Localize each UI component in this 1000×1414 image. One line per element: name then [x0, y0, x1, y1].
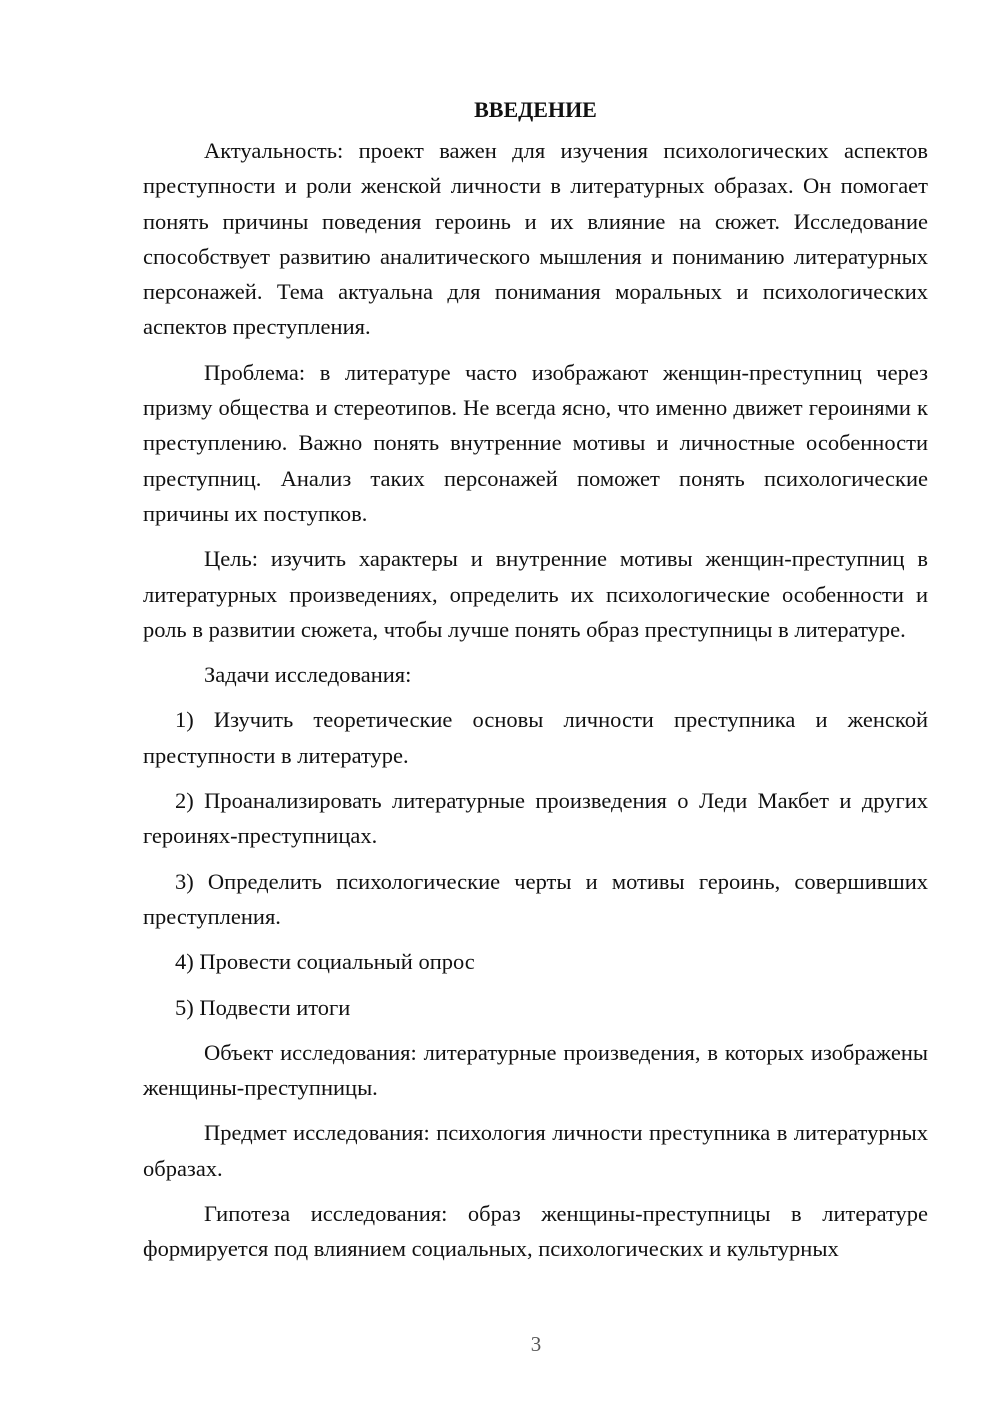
- task-item: 5) Подвести итоги: [175, 994, 351, 1020]
- task-item: 4) Провести социальный опрос: [175, 949, 475, 975]
- task-item: 1) Изучить теоретические основы личности преступника и женской преступности в литературе.: [143, 707, 928, 768]
- subject-paragraph: Предмет исследования: психология личности преступника в литературных образах.: [143, 1120, 928, 1181]
- task-item: 3) Определить психологические черты и мотивы героинь, совершивших преступления.: [143, 868, 928, 929]
- object-paragraph: Объект исследования: литературные произведения, в которых изображены женщины-преступницы.: [143, 1039, 928, 1101]
- page-content: [143, 92, 928, 1277]
- task-item: 2) Проанализировать литературные произведения о Леди Макбет и других героинях-преступницах.: [143, 788, 928, 849]
- goal-paragraph: Цель: изучить характеры и внутренние мотивы женщин-преступниц в литературных произведениях, определить их психологические особенности и роль в развитии сюжета, чтобы лучше понять образ преступницы в литературе.: [143, 546, 928, 642]
- page-number: 3: [530, 1332, 542, 1356]
- tasks-heading: Задачи исследования:: [204, 662, 412, 688]
- relevance-paragraph: Актуальность: проект важен для изучения психологических аспектов преступности и роли женской личности в литературных образах. Он помогает понять причины поведения героинь и их влияние на сюжет. Исследование способствует развитию аналитического мышления и пониманию литературных персонажей. Тема актуальна для понимания моральных и психологических аспектов преступления.: [143, 138, 928, 340]
- page-title: ВВЕДЕНИЕ: [474, 97, 597, 122]
- problem-paragraph: Проблема: в литературе часто изображают женщин-преступниц через призму общества и стереотипов. Не всегда ясно, что именно движет героинями к преступлению. Важно понять внутренние мотивы и личностные особенности преступниц. Анализ таких персонажей поможет понять психологические причины их поступков.: [143, 359, 928, 526]
- hypothesis-paragraph: Гипотеза исследования: образ женщины-преступницы в литературе формируется под влиянием социальных, психологических и культурных: [143, 1201, 928, 1262]
